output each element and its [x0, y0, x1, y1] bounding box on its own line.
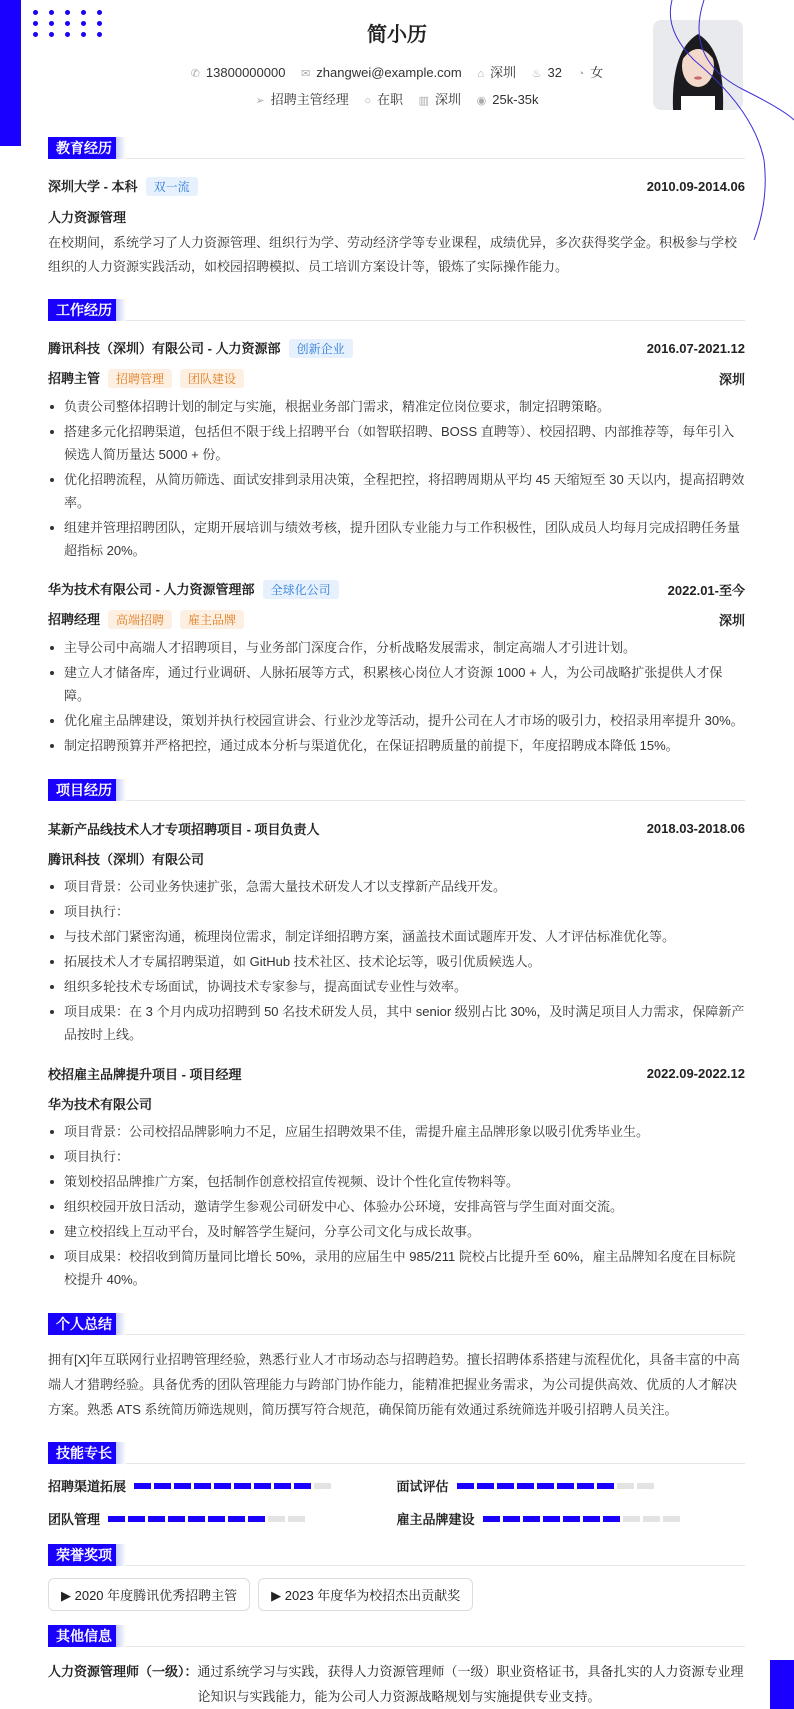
- award-badge: ▶ 2020 年度腾讯优秀招聘主管: [48, 1578, 250, 1611]
- skill-segment: [477, 1483, 494, 1489]
- skill-segment: [288, 1516, 305, 1522]
- bullet-item: 项目背景：公司业务快速扩张，急需大量技术研发人才以支撑新产品线开发。: [48, 875, 745, 898]
- skill-segment: [254, 1483, 271, 1489]
- skill-segment: [617, 1483, 634, 1489]
- skill-segment: [268, 1516, 285, 1522]
- education-date: 2010.09-2014.06: [646, 178, 745, 194]
- company-tag: 创新企业: [289, 339, 353, 358]
- contact-row: [0, 62, 794, 81]
- cake-icon: ♨: [531, 68, 542, 80]
- skill-segment: [543, 1516, 560, 1522]
- salary-icon: ◉: [476, 95, 487, 107]
- skill-level-bar: [457, 1483, 654, 1489]
- project-title: 某新产品线技术人才专项招聘项目 - 项目负责人: [48, 821, 320, 837]
- skill-segment: [174, 1483, 191, 1489]
- company: 腾讯科技（深圳）有限公司 - 人力资源部: [48, 341, 281, 356]
- skill-segment: [294, 1483, 311, 1489]
- skill-segment: [188, 1516, 205, 1522]
- skill-level-bar: [108, 1516, 305, 1522]
- skill-segment: [194, 1483, 211, 1489]
- school: 深圳大学 - 本科: [48, 179, 138, 194]
- phone-icon: ✆: [190, 68, 200, 80]
- bullet-item: 建立人才储备库，通过行业调研、人脉拓展等方式，积累核心岗位人才资源 1000 + 人，为公司战略扩张提供人才保障。: [48, 661, 745, 707]
- job-intent: 招聘主管经理: [270, 92, 349, 107]
- bullet-item: 组织校园开放日活动，邀请学生参观公司研发中心、体验办公环境，安排高管与学生面对面交流。: [48, 1195, 745, 1218]
- major: 人力资源管理: [48, 209, 127, 225]
- certificate-text: 通过系统学习与实践，获得人力资源管理师（一级）职业资格证书，具备扎实的人力资源专业理论知识与实践能力，能为公司人力资源战略规划与实施提供专业支持。: [197, 1664, 744, 1704]
- skill-level-bar: [483, 1516, 680, 1522]
- section-summary: [48, 1313, 745, 1335]
- phone: 13800000000: [205, 65, 286, 80]
- salary: 25k-35k: [492, 92, 539, 107]
- section-title: 工作经历: [48, 299, 120, 321]
- role: 招聘主管: [48, 371, 101, 386]
- skill-segment: [457, 1483, 474, 1489]
- bullet-item: 项目背景：公司校招品牌影响力不足，应届生招聘效果不佳，需提升雇主品牌形象以吸引优秀毕业生。: [48, 1120, 745, 1143]
- bullet-item: 负责公司整体招聘计划的制定与实施，根据业务部门需求，精准定位岗位要求，制定招聘策略。: [48, 395, 745, 418]
- section-skills: [48, 1442, 745, 1464]
- skill-segment: [314, 1483, 331, 1489]
- skill-segment: [557, 1483, 574, 1489]
- skill-name: 面试评估: [396, 1479, 449, 1494]
- role-tag: 高端招聘: [108, 610, 172, 629]
- skill-segment: [234, 1483, 251, 1489]
- skill-segment: [248, 1516, 265, 1522]
- summary-text: 拥有[X]年互联网行业招聘管理经验，熟悉行业人才市场动态与招聘趋势。擅长招聘体系搭建与流程优化，具备丰富的中高端人才猎聘经验。具备优秀的团队管理能力与跨部门协作能力，能精准把握业务需求，为公司提供高效、优质的人才解决方案。熟悉 ATS 系统简历筛选规则，简历撰写符合规范，确保简历能有效通过系统筛选并吸引招聘人员关注。: [48, 1352, 740, 1417]
- status-icon: ○: [364, 95, 371, 107]
- building-icon: ▥: [418, 95, 430, 107]
- bullet-item: 策划校招品牌推广方案，包括制作创意校招宣传视频、设计个性化宣传物料等。: [48, 1170, 745, 1193]
- bullet-item: 项目成果：在 3 个月内成功招聘到 50 名技术研发人员，其中 senior 级别占比 30%，及时满足项目人力需求，保障新产品按时上线。: [48, 1000, 745, 1046]
- gender: 女: [590, 65, 604, 80]
- skill-segment: [643, 1516, 660, 1522]
- bullet-item: 项目执行：: [48, 1145, 745, 1168]
- candidate-name: 简小历: [367, 24, 427, 46]
- bullet-item: 优化雇主品牌建设，策划并执行校园宣讲会、行业沙龙等活动，提升公司在人才市场的吸引力，校招录用率提升 30%。: [48, 709, 745, 732]
- skill-segment: [577, 1483, 594, 1489]
- skill-segment: [208, 1516, 225, 1522]
- skill-segment: [148, 1516, 165, 1522]
- send-icon: ➢: [255, 95, 265, 107]
- role: 招聘经理: [48, 612, 101, 627]
- project-company: 华为技术有限公司: [48, 1096, 153, 1112]
- skill-segment: [623, 1516, 640, 1522]
- bullet-item: 项目成果：校招收到简历量同比增长 50%，录用的应届生中 985/211 院校占比提升至 60%，雇主品牌知名度在目标院校提升 40%。: [48, 1245, 745, 1291]
- skill-segment: [274, 1483, 291, 1489]
- skill-item: [397, 1509, 746, 1528]
- role-tag: 雇主品牌: [180, 610, 244, 629]
- skill-item: [48, 1509, 397, 1528]
- certificate-label: 人力资源管理师（一级）：: [48, 1664, 198, 1679]
- bullet-item: 组织多轮技术专场面试，协调技术专家参与，提高面试专业性与效率。: [48, 975, 745, 998]
- section-project: [48, 779, 745, 801]
- section-title: 个人总结: [48, 1313, 120, 1335]
- target-city: 深圳: [435, 92, 462, 107]
- bullet-item: 组建并管理招聘团队，定期开展培训与绩效考核，提升团队专业能力与工作积极性，团队成员人均每月完成招聘任务量超指标 20%。: [48, 516, 745, 562]
- project-date: 2022.09-2022.12: [646, 1065, 745, 1081]
- section-other: [48, 1625, 745, 1647]
- skill-item: [48, 1476, 397, 1495]
- skill-segment: [128, 1516, 145, 1522]
- skill-segment: [108, 1516, 125, 1522]
- skill-segment: [597, 1483, 614, 1489]
- bullet-item: 拓展技术人才专属招聘渠道，如 GitHub 技术社区、技术论坛等，吸引优质候选人。: [48, 950, 745, 973]
- company: 华为技术有限公司 - 人力资源管理部: [48, 582, 255, 597]
- section-title: 教育经历: [48, 137, 120, 159]
- work-date: 2022.01-至今: [667, 582, 745, 598]
- skill-segment: [168, 1516, 185, 1522]
- work-entry: [48, 333, 745, 562]
- skill-segment: [523, 1516, 540, 1522]
- bullet-item: 制定招聘预算并严格把控，通过成本分析与渠道优化，在保证招聘质量的前提下，年度招聘成本降低 15%。: [48, 734, 745, 757]
- skill-segment: [483, 1516, 500, 1522]
- school-tag: 双一流: [146, 177, 198, 196]
- email: zhangwei@example.com: [316, 65, 462, 80]
- work-city: 深圳: [718, 612, 745, 628]
- work-entry: [48, 574, 745, 757]
- bullet-list: [48, 636, 745, 757]
- bullet-item: 主导公司中高端人才招聘项目，与业务部门深度合作，分析战略发展需求，制定高端人才引进计划。: [48, 636, 745, 659]
- project-entry: [48, 1058, 745, 1291]
- skill-segment: [603, 1516, 620, 1522]
- section-title: 项目经历: [48, 779, 120, 801]
- skill-name: 雇主品牌建设: [396, 1512, 475, 1527]
- skill-segment: [517, 1483, 534, 1489]
- skill-level-bar: [134, 1483, 331, 1489]
- bullet-list: [48, 875, 745, 1046]
- skill-segment: [497, 1483, 514, 1489]
- section-honors: [48, 1544, 745, 1566]
- role-tag: 招聘管理: [108, 369, 172, 388]
- home-icon: ⌂: [477, 68, 485, 80]
- work-date: 2016.07-2021.12: [646, 340, 745, 356]
- skill-segment: [563, 1516, 580, 1522]
- education-row: [48, 171, 745, 201]
- skill-segment: [503, 1516, 520, 1522]
- bullet-list: [48, 1120, 745, 1291]
- company-tag: 全球化公司: [263, 580, 339, 599]
- project-date: 2018.03-2018.06: [646, 820, 745, 836]
- bullet-list: [48, 395, 745, 562]
- section-work: [48, 299, 745, 321]
- project-entry: [48, 813, 745, 1046]
- job-status: 在职: [376, 92, 403, 107]
- gender-icon: ◔: [577, 68, 585, 80]
- project-title: 校招雇主品牌提升项目 - 项目经理: [48, 1066, 242, 1082]
- location: 深圳: [490, 65, 517, 80]
- skill-segment: [583, 1516, 600, 1522]
- intent-row: [0, 89, 794, 108]
- skill-segment: [154, 1483, 171, 1489]
- skill-segment: [228, 1516, 245, 1522]
- skill-segment: [537, 1483, 554, 1489]
- other-info: [48, 1659, 745, 1709]
- bullet-item: 建立校招线上互动平台，及时解答学生疑问，分享公司文化与成长故事。: [48, 1220, 745, 1243]
- education-description: 在校期间，系统学习了人力资源管理、组织行为学、劳动经济学等专业课程，成绩优异，多次获得奖学金。积极参与学校组织的人力资源实践活动，如校园招聘模拟、员工培训方案设计等，锻炼了实际操作能力。: [48, 235, 738, 274]
- work-city: 深圳: [718, 371, 745, 387]
- mail-icon: ✉: [301, 68, 311, 80]
- skill-segment: [637, 1483, 654, 1489]
- skill-segment: [134, 1483, 151, 1489]
- age: 32: [547, 65, 562, 80]
- bullet-item: 与技术部门紧密沟通，梳理岗位需求，制定详细招聘方案，涵盖技术面试题库开发、人才评估标准优化等。: [48, 925, 745, 948]
- section-education: [48, 137, 745, 159]
- bottom-accent-bar: [770, 1660, 794, 1709]
- skill-name: 招聘渠道拓展: [48, 1479, 127, 1494]
- bullet-item: 项目执行：: [48, 900, 745, 923]
- skill-item: [397, 1476, 746, 1495]
- role-tag: 团队建设: [180, 369, 244, 388]
- section-title: 其他信息: [48, 1625, 120, 1647]
- bullet-item: 搭建多元化招聘渠道，包括但不限于线上招聘平台（如智联招聘、BOSS 直聘等）、校园招聘、内部推荐等，每年引入候选人简历量达 5000 + 份。: [48, 420, 745, 466]
- project-company: 腾讯科技（深圳）有限公司: [48, 851, 205, 867]
- skill-name: 团队管理: [48, 1512, 101, 1527]
- skill-segment: [663, 1516, 680, 1522]
- section-title: 荣誉奖项: [48, 1544, 120, 1566]
- bullet-item: 优化招聘流程，从简历筛选、面试安排到录用决策，全程把控，将招聘周期从平均 45 天缩短至 30 天以内，提高招聘效率。: [48, 468, 745, 514]
- section-title: 技能专长: [48, 1442, 120, 1464]
- award-badge: ▶ 2023 年度华为校招杰出贡献奖: [258, 1578, 473, 1611]
- skill-segment: [214, 1483, 231, 1489]
